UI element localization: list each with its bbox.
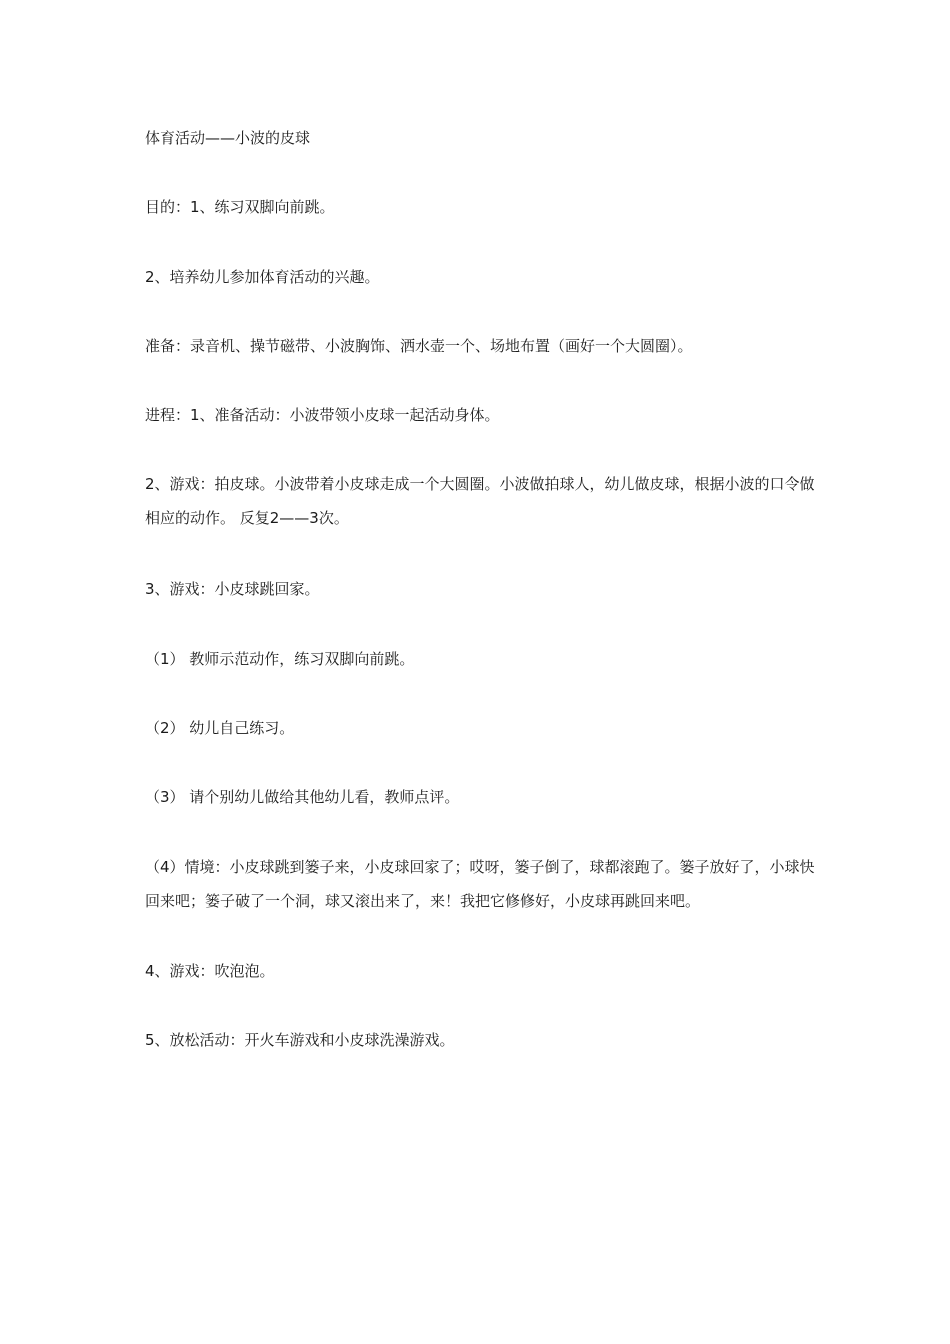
paragraph-process-4: 4、游戏：吹泡泡。: [145, 962, 275, 980]
paragraph-goal-2: 2、培养幼儿参加体育活动的兴趣。: [145, 268, 380, 286]
paragraph-process-2: 2、游戏：拍皮球。小波带着小皮球走成一个大圆圈。小波做拍球人，幼儿做皮球，根据小波的口令做相应的动作。 反复2——3次。: [145, 475, 815, 527]
document-title: 体育活动——小波的皮球: [145, 129, 311, 147]
paragraph-step-4: （4）情境：小皮球跳到篓子来，小皮球回家了；哎呀，篓子倒了，球都滚跑了。篓子放好了，小球快回来吧；篓子破了一个洞，球又滚出来了，来！我把它修修好，小皮球再跳回来吧。: [145, 858, 815, 910]
paragraph-process-3: 3、游戏：小皮球跳回家。: [145, 580, 320, 598]
paragraph-preparation: 准备：录音机、操节磁带、小波胸饰、洒水壶一个、场地布置（画好一个大圆圈）。: [145, 337, 693, 355]
paragraph-goal-1: 目的：1、练习双脚向前跳。: [145, 198, 335, 216]
paragraph-process-1: 进程：1、准备活动：小波带领小皮球一起活动身体。: [145, 406, 500, 424]
paragraph-step-1: （1） 教师示范动作，练习双脚向前跳。: [145, 650, 415, 668]
paragraph-process-5: 5、放松活动：开火车游戏和小皮球洗澡游戏。: [145, 1031, 455, 1049]
paragraph-step-2: （2） 幼儿自己练习。: [145, 719, 295, 737]
paragraph-step-3: （3） 请个别幼儿做给其他幼儿看，教师点评。: [145, 788, 460, 806]
